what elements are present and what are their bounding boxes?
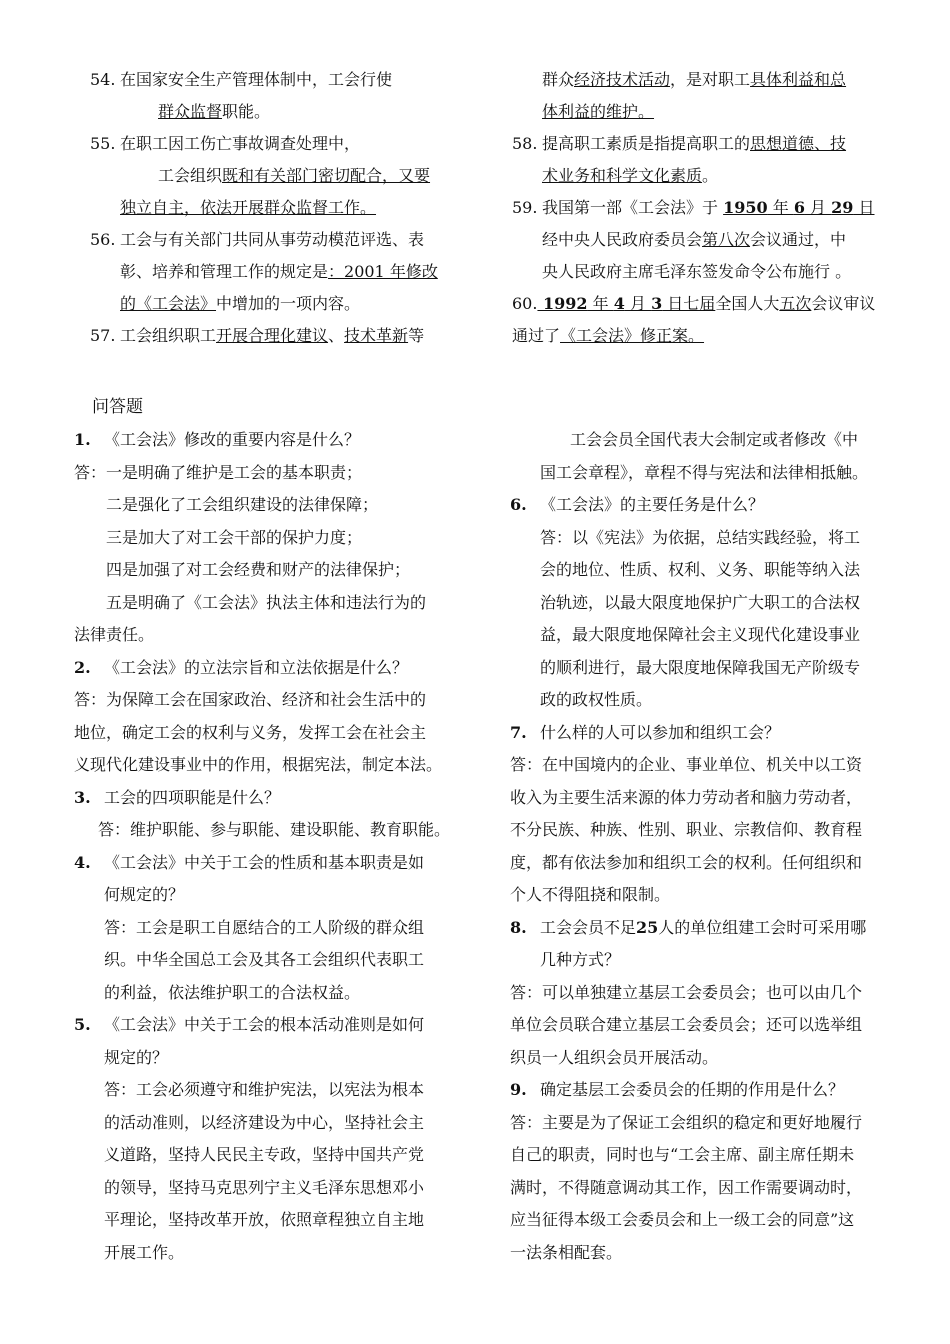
answer-line: 答：在中国境内的企业、事业单位、机关中以工资 (510, 755, 863, 774)
question-number: 56. (90, 230, 116, 249)
answer-blank: 经济技术活动 (574, 70, 671, 89)
question-text: 、 (328, 326, 345, 345)
answer-blank: 五次 (779, 294, 812, 313)
question-56 (90, 224, 450, 320)
answer-line: 织。中华全国总工会及其各工会组织代表职工 (104, 950, 425, 969)
qa-9 (510, 1074, 880, 1269)
answer-line: 答：可以单独建立基层工会委员会；也可以由几个 (510, 982, 863, 1002)
question-text: 职能。 (222, 102, 271, 121)
question-text: 日 (853, 198, 875, 217)
question-text: 《工会法》的主要任务是什么？ (540, 495, 765, 514)
question-text: 工会的四项职能是什么？ (104, 787, 281, 807)
answer-line: 自己的职责，同时也与“工会主席、副主席任期未 (510, 1145, 855, 1164)
answer-blank: 思想道德、技 (750, 134, 847, 153)
question-text: 《工会法》的立法宗旨和立法依据是什么？ (104, 657, 409, 677)
question-number: 60. (512, 294, 538, 313)
question-number: 55. (90, 134, 116, 153)
question-text: 我国第一部《工会法》于 (542, 198, 724, 217)
question-text: 25 (636, 917, 659, 937)
answer-blank: 1992 (537, 294, 588, 313)
answer-blank: 独立自主，依法开展群众监督工作。 (120, 198, 377, 217)
answer-line: 单位会员联合建立基层工会委员会；还可以选举组 (510, 1015, 863, 1034)
answer-line: 应当征得本级工会委员会和上一级工会的同意”这 (510, 1210, 855, 1229)
question-text: 《工会法》修改的重要内容是什么？ (104, 430, 361, 449)
answer-blank: 技术革新 (344, 326, 409, 345)
question-text: 年 (587, 294, 614, 313)
question-text: 何规定的？ (104, 885, 185, 904)
answer-blank: 3 (651, 294, 663, 313)
answer-line: 益，最大限度地保障社会主义现代化建设事业 (540, 625, 861, 644)
qa-2 (74, 652, 450, 782)
answer-line: 的利益，依法维护职工的合法权益。 (104, 982, 361, 1002)
answer-line: 答：工会是职工自愿结合的工人阶级的群众组 (104, 917, 425, 937)
question-59 (512, 192, 876, 288)
answer-line: 一法条相配套。 (510, 1242, 623, 1262)
qa-8 (510, 912, 880, 1075)
question-text: 工会组织职工 (120, 326, 217, 345)
qa-7 (510, 717, 880, 912)
question-55 (90, 128, 450, 224)
qa-5-continued (510, 424, 880, 489)
answer-line: 的活动准则，以经济建设为中心，坚持社会主 (104, 1112, 425, 1132)
qa-right-column (510, 424, 880, 1269)
answer-line: 义现代化建设事业中的作用，根据宪法，制定本法。 (74, 755, 443, 774)
question-58 (512, 128, 876, 192)
qa-4 (74, 847, 450, 1010)
answer-blank: 《工会法》修正案。 (560, 326, 705, 345)
answer-line: 三是加大了对工会干部的保护力度； (106, 527, 363, 547)
question-text: 《工会法》中关于工会的根本活动准则是如何 (104, 1015, 425, 1034)
answer-line: 法律责任。 (74, 625, 155, 644)
answer-line: 答：工会必须遵守和维护宪法，以宪法为根本 (104, 1080, 425, 1099)
answer-line: 四是加强了对工会经费和财产的法律保护； (106, 560, 411, 579)
answer-blank: 群众监督 (158, 102, 223, 121)
question-text: 在职工因工伤亡事故调查处理中， (120, 134, 361, 153)
question-number: 2. (74, 657, 91, 677)
answer-line: 开展工作。 (104, 1242, 185, 1262)
answer-line: 答：一是明确了维护是工会的基本职责； (74, 462, 363, 482)
question-text: 在国家安全生产管理体制中，工会行使 (120, 70, 393, 89)
answer-line: 答：主要是为了保证工会组织的稳定和更好地履行 (510, 1112, 863, 1132)
question-text: 工会组织 (158, 166, 223, 185)
answer-blank: 开展合理化建议 (216, 326, 329, 345)
question-text: 等 (408, 326, 425, 345)
question-text: 工会与有关部门共同从事劳动模范评选、表 (120, 230, 425, 249)
question-number: 5. (74, 1015, 91, 1034)
question-text: 人的单位组建工会时可采用哪 (658, 917, 867, 937)
answer-blank: 既和有关部门密切配合，又要 (222, 166, 431, 185)
answer-blank: 6 (793, 198, 805, 217)
question-text: 《工会法》中关于工会的性质和基本职责是如 (104, 852, 425, 872)
question-text: 月 (804, 198, 832, 217)
answer-blank: 的《工会法》 (120, 294, 217, 313)
answer-line: 会的地位、性质、权利、义务、职能等纳入法 (540, 560, 861, 579)
answer-blank: 体利益的维护。 (542, 102, 655, 121)
question-number: 59. (512, 198, 538, 217)
answer-line: 义道路，坚持人民民主专政，坚持中国共产党 (104, 1145, 425, 1164)
answer-blank: 29 (831, 198, 854, 217)
question-text: 经中央人民政府委员会 (542, 230, 703, 249)
question-57 (90, 320, 450, 352)
answer-line: 国工会章程》，章程不得与宪法和法律相抵触。 (540, 462, 869, 482)
question-number: 1. (74, 430, 91, 449)
question-text: 工会会员不足 (540, 917, 637, 937)
question-text: 。 (702, 166, 719, 185)
question-54 (90, 64, 450, 128)
question-text: 月 (624, 294, 652, 313)
question-text: 会议通过，中 (750, 230, 847, 249)
question-text: 提高职工素质是指提高职工的 (542, 134, 751, 153)
question-text: 全国人大 (715, 294, 780, 313)
answer-blank: 术业务和科学文化素质 (542, 166, 703, 185)
question-57-continued (512, 64, 876, 128)
qa-5 (74, 1009, 450, 1269)
question-text: 央人民政府主席毛泽东签发命令公布施行 。 (542, 262, 852, 281)
question-text: 几种方式？ (540, 950, 621, 969)
answer-blank: 1950 (723, 198, 768, 217)
answer-line: 答：维护职能、参与职能、建设职能、教育职能。 (98, 820, 451, 839)
question-number: 4. (74, 852, 91, 872)
question-text: 日七届 (662, 294, 716, 313)
question-number: 7. (510, 722, 527, 742)
question-text: 确定基层工会委员会的任期的作用是什么？ (540, 1080, 845, 1099)
question-number: 6. (510, 495, 527, 514)
answer-line: 治轨迹，以最大限度地保护广大职工的合法权 (540, 592, 861, 612)
qa-1 (74, 424, 450, 652)
answer-line: 织员一人组织会员开展活动。 (510, 1047, 719, 1067)
answer-line: 五是明确了《工会法》执法主体和违法行为的 (106, 592, 427, 612)
question-text: 通过了 (512, 326, 561, 345)
question-number: 9. (510, 1080, 527, 1099)
answer-blank: 4 (613, 294, 625, 313)
question-number: 58. (512, 134, 538, 153)
answer-blank: ：2001 年修改 (328, 262, 438, 281)
fill-in-left-column (90, 64, 450, 352)
question-text: 彰、培养和管理工作的规定是 (120, 262, 329, 281)
answer-line: 二是强化了工会组织建设的法律保障； (106, 495, 379, 514)
question-text: 群众 (542, 70, 575, 89)
fill-in-right-column (512, 64, 876, 352)
question-text: 规定的？ (104, 1047, 169, 1067)
answer-line: 的顺利进行，最大限度地保障我国无产阶级专 (540, 657, 861, 677)
answer-line: 不分民族、种族、性别、职业、宗教信仰、教育程 (510, 820, 863, 839)
answer-line: 收入为主要生活来源的体力劳动者和脑力劳动者， (510, 787, 863, 807)
question-number: 54. (90, 70, 116, 89)
answer-line: 度，都有依法参加和组织工会的权利。任何组织和 (510, 852, 863, 872)
question-text: 年 (767, 198, 794, 217)
question-number: 57. (90, 326, 116, 345)
section-title: 问答题 (92, 397, 143, 417)
answer-line: 地位，确定工会的权利与义务，发挥工会在社会主 (74, 722, 427, 742)
question-60 (512, 288, 876, 352)
answer-line: 答：以《宪法》为依据，总结实践经验，将工 (540, 527, 861, 547)
question-text: 什么样的人可以参加和组织工会？ (540, 722, 781, 742)
answer-line: 政的政权性质。 (540, 690, 653, 709)
answer-line: 个人不得阻挠和限制。 (510, 885, 671, 904)
answer-line: 的领导，坚持马克思列宁主义毛泽东思想邓小 (104, 1177, 425, 1197)
answer-line: 答：为保障工会在国家政治、经济和社会生活中的 (74, 690, 427, 709)
answer-blank: 第八次 (702, 230, 751, 249)
answer-line: 满时，不得随意调动其工作，因工作需要调动时， (510, 1177, 863, 1197)
qa-3 (74, 782, 450, 847)
question-text: 会议审议 (811, 294, 876, 313)
question-text: 中增加的一项内容。 (216, 294, 361, 313)
qa-6 (510, 489, 880, 717)
qa-left-column (74, 424, 450, 1269)
answer-line: 平理论，坚持改革开放，依照章程独立自主地 (104, 1210, 425, 1229)
question-number: 8. (510, 917, 527, 937)
question-number: 3. (74, 787, 91, 807)
answer-blank: 具体利益和总 (750, 70, 847, 89)
question-text: ，是对职工 (670, 70, 751, 89)
answer-line: 工会会员全国代表大会制定或者修改《中 (570, 430, 859, 449)
